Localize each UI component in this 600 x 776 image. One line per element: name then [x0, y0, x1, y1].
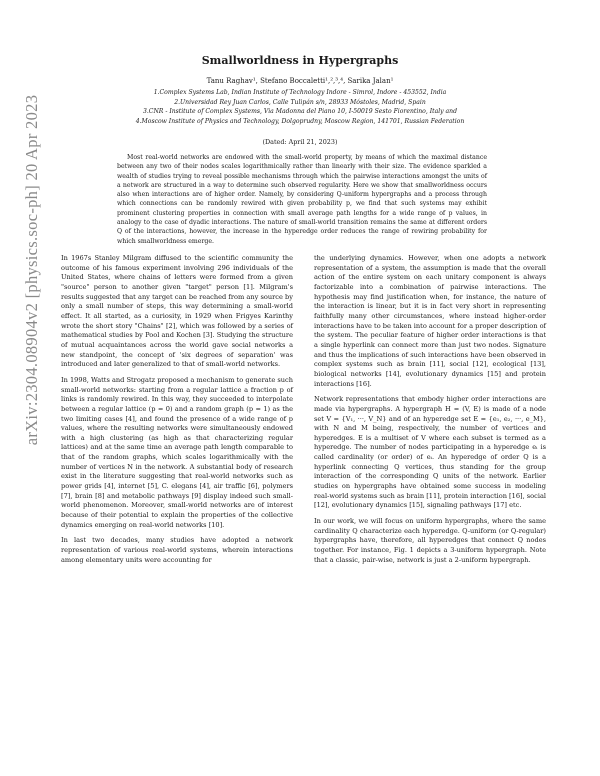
body-paragraph: In 1998, Watts and Strogatz proposed a mechanism to generate such small-world networks: starting from a regular lattice a fraction p of links is randomly rewired. In this way, they succeeded to interpolate between a regular lattice (p = 0) and a random graph (p = 1) as the two limiting cases [4], and found the presence of a wide range of p values, where the resulting networks were simultaneously endowed with a high clustering (as high as that characterizing regular lattices) and at the same time an average path length comparable to that of the random graphs, which scales logarithmically with the number of vertices N in the network. A substantial body of research exist in the literature suggesting that real-world networks such as power grids [4], internet [5], C. elegans [4], air traffic [6], polymers [7], brain [8] and metabolic pathways [9] display indeed such small-world phenomenon. Moreover, small-world networks are of interest because of their potential to explain the properties of the collective dynamics emerging on real-world networks [10].	[61, 375, 293, 529]
left-column	[61, 254, 293, 571]
right-column	[314, 254, 546, 571]
affiliation: 4.Moscow Institute of Physics and Technology, Dolgoprudny, Moscow Region, 141701, Russian Federation	[135, 117, 465, 125]
affiliation: 1.Complex Systems Lab, Indian Institute of Technology Indore - Simrol, Indore - 453552, India	[153, 89, 447, 96]
body-paragraph: In 1967s Stanley Milgram diffused to the scientific community the outcome of his famous experiment involving 296 individuals of the United States, where chains of letters were formed from a given "source" person to another given "target" person [1]. Milgram's results suggested that any target can be reached from any source by only a small number of steps, this way determining a small-world effect. It all started, as a curiosity, in 1929 when Frigyes Karinthy wrote the short story "Chains" [2], which was followed by a series of mathematical studies by Pool and Kochen [3]. Studying the structure of mutual acquaintances across the world gave social networks a new standpoint, the concept of 'six degrees of separation' was introduced and later generalized to that of small-world networks.	[61, 254, 293, 369]
affiliation: 2.Universidad Rey Juan Carlos, Calle Tulipán s/n, 28933 Móstoles, Madrid, Spain	[174, 98, 426, 106]
affiliations	[0, 88, 600, 126]
paper-title: Smallworldness in Hypergraphs	[201, 54, 399, 67]
date-line: (Dated: April 21, 2023)	[262, 138, 338, 146]
body-paragraph: Network representations that embody higher order interactions are made via hypergraphs. A hypergraph H = (V, E) is made of a node set V = {V₁, ···, V_N} and of an hyperedge set E = {e₁, e₂, ···, e_M}, with N and M being, respectively, the number of vertices and hyperedges. E is a multiset of V where each subset is termed as a hyperedge. The number of nodes participating in a hyperedge eᵢ is called cardinality (or order) of eᵢ. An hyperedge of order Q is a hyperlink connecting Q vertices, thus standing for the group interaction of the corresponding Q units of the network. Earlier studies on hypergraphs have obtained some success in modeling real-world systems such as brain [11], protein interaction [16], social [12], evolutionary dynamics [15], signaling pathways [17] etc.	[314, 395, 546, 510]
abstract: Most real-world networks are endowed with the small-world property, by means of which the maximal distance between any two of their nodes scales logarithmically rather than linearly with their size. The evidence sparkled a wealth of studies trying to reveal possible mechanisms through which the pairwise interactions amongst the units of a network are structured in a way to determine such observed regularity. Here we show that smallworldness occurs also when interactions are of higher order. Namely, by considering Q-uniform hypergraphs and a process through which connections can be randomly rewired with given probability p, we find that such systems may exhibit prominent clustering properties in connection with small average path lengths for a wide range of p values, in analogy to the case of dyadic interactions. The nature of small-world transition remains the same at different orders Q of the interactions, however, the increase in the hyperedge order reduces the range of rewiring probability for which smallworldness emerge.	[117, 154, 487, 245]
author-list: Tanu Raghav¹, Stefano Boccaletti¹,²,³,⁴, Sarika Jalan¹	[206, 77, 394, 85]
body-paragraph: the underlying dynamics. However, when one adopts a network representation of a system, the assumption is made that the overall action of the entire system on each unitary component is always factorizable into a combination of pairwise interactions. The hypothesis may find justification when, for instance, the nature of the interaction is linear, but it is in fact very short in representing faithfully many other circumstances, where instead higher-order interactions have to be taken into account for a proper description of the system. The peculiar feature of higher order interactions is that a single hyperlink can connect more than just two nodes. Signature and thus the implications of such interactions have been observed in complex systems such as brain [11], social [12], ecological [13], biological networks [14], evolutionary dynamics [15] and protein interactions [16].	[314, 254, 546, 388]
affiliation: 3.CNR - Institute of Complex Systems, Via Madonna del Piano 10, I-50019 Sesto Fiorentino, Italy and	[142, 108, 458, 116]
arxiv-identifier: arXiv:2304.08904v2 [physics.soc-ph] 20 Apr 2023	[22, 94, 42, 446]
body-paragraph: In last two decades, many studies have adopted a network representation of various real-world systems, wherein interactions among elementary units were accounting for	[61, 536, 293, 564]
body-paragraph: In our work, we will focus on uniform hypergraphs, where the same cardinality Q characterize each hyperedge. Q-uniform (or Q-regular) hypergraphs have, therefore, all hyperedges that connect Q nodes together. For instance, Fig. 1 depicts a 3-uniform hypergraph. Note that a classic, pair-wise, network is just a 2-uniform hypergraph.	[314, 517, 546, 564]
